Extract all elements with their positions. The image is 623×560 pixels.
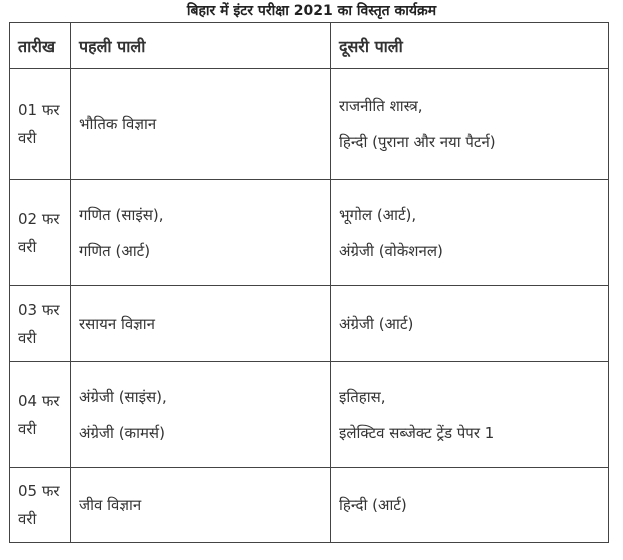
- date-cell: 05 फरवरी: [10, 468, 71, 543]
- date-cell: 01 फरवरी: [10, 69, 71, 180]
- date-cell: 04 फरवरी: [10, 362, 71, 468]
- first-shift-cell: [71, 180, 331, 286]
- header-first-shift: पहली पाली: [71, 23, 331, 69]
- subject-text: राजनीति शास्त्र,: [339, 97, 423, 115]
- subject-text: रसायन विज्ञान: [79, 314, 156, 333]
- second-shift-cell: [331, 180, 609, 286]
- first-shift-cell: [71, 286, 331, 362]
- subject-text: अंग्रेजी (कामर्स): [79, 423, 165, 442]
- table-row: [10, 286, 609, 362]
- subject-text: हिन्दी (पुराना और नया पैटर्न): [339, 133, 496, 151]
- date-cell: 03 फरवरी: [10, 286, 71, 362]
- header-date: तारीख: [10, 23, 71, 69]
- subject-text: इलेक्टिव सब्जेक्ट ट्रेंड पेपर 1: [339, 423, 495, 442]
- table-row: [10, 362, 609, 468]
- subject-text: जीव विज्ञान: [79, 496, 142, 514]
- table-caption: बिहार में इंटर परीक्षा 2021 का विस्तृत कार्यक्रम: [186, 3, 437, 19]
- table-row: [10, 468, 609, 543]
- exam-schedule-table: [9, 22, 609, 543]
- subject-text: अंग्रेजी (साइंस),: [79, 387, 167, 406]
- subject-text: भूगोल (आर्ट),: [339, 205, 417, 224]
- subject-text: भौतिक विज्ञान: [79, 115, 157, 133]
- second-shift-cell: [331, 69, 609, 180]
- subject-text: गणित (साइंस),: [79, 205, 164, 224]
- table-row: [10, 180, 609, 286]
- subject-text: इतिहास,: [339, 387, 386, 406]
- first-shift-cell: [71, 69, 331, 180]
- second-shift-cell: [331, 468, 609, 543]
- first-shift-cell: [71, 362, 331, 468]
- second-shift-cell: [331, 286, 609, 362]
- subject-text: अंग्रेजी (वोकेशनल): [339, 241, 443, 260]
- date-cell: 02 फरवरी: [10, 180, 71, 286]
- subject-text: अंग्रेजी (आर्ट): [339, 314, 414, 333]
- second-shift-cell: [331, 362, 609, 468]
- subject-text: गणित (आर्ट): [79, 241, 151, 260]
- subject-text: हिन्दी (आर्ट): [339, 496, 407, 514]
- first-shift-cell: [71, 468, 331, 543]
- table-row: [10, 69, 609, 180]
- header-second-shift: दूसरी पाली: [331, 23, 609, 69]
- header-row: [10, 23, 609, 69]
